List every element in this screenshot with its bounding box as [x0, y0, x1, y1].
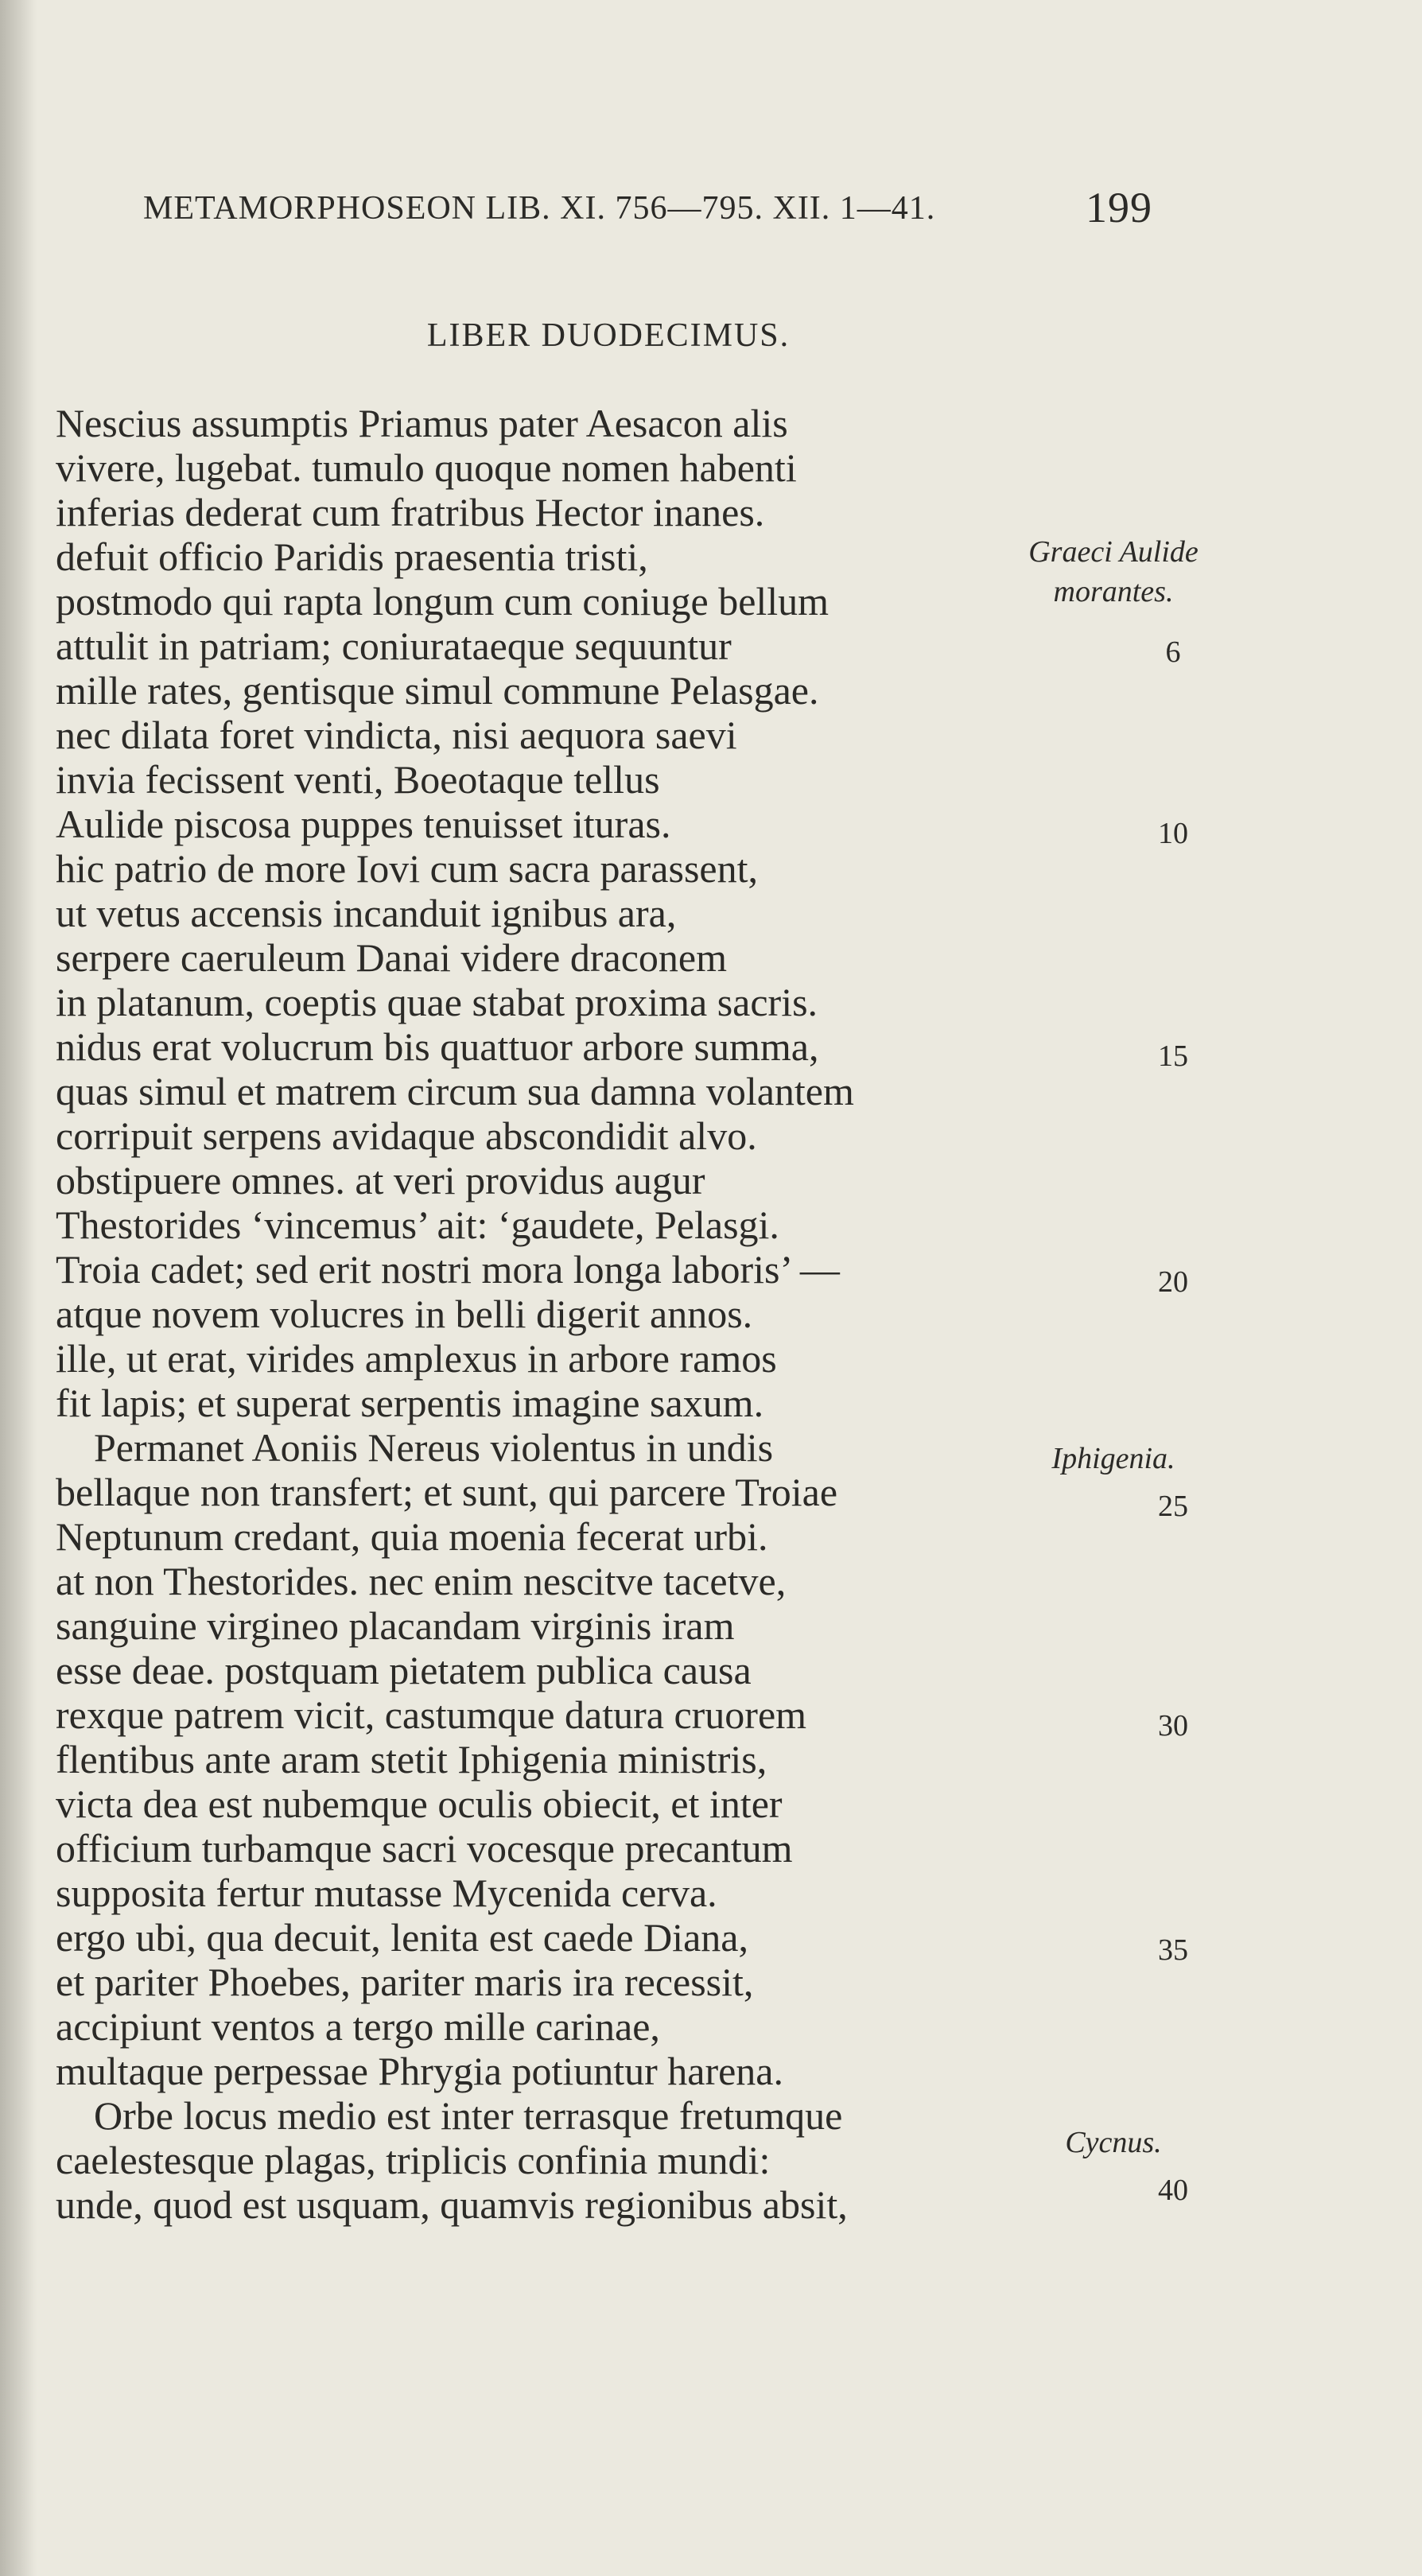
book-title: LIBER DUODECIMUS.	[426, 317, 791, 354]
page-number: 199	[1086, 184, 1152, 231]
line-number: 6	[1165, 635, 1181, 669]
verse-line: in platanum, coeptis quae stabat proxima sacris.	[56, 980, 818, 1024]
running-header	[143, 184, 1177, 245]
page-gutter-shadow	[0, 0, 37, 2576]
verse-line: esse deae. postquam pietatem publica causa	[56, 1648, 752, 1692]
line-number: 20	[1158, 1265, 1188, 1299]
verse-line: fit lapis; et superat serpentis imagine saxum.	[56, 1381, 764, 1425]
verse-line: Nescius assumptis Priamus pater Aesacon alis	[56, 401, 788, 445]
verse-line: rexque patrem vicit, castumque datura cruorem	[56, 1692, 807, 1737]
line-number: 10	[1158, 817, 1188, 850]
margin-note-graeci: Graeci Aulide	[1028, 535, 1199, 569]
verse-line: quas simul et matrem circum sua damna volantem	[56, 1069, 854, 1113]
verse-line: nec dilata foret vindicta, nisi aequora saevi	[56, 713, 737, 757]
verse-line: invia fecissent venti, Boeotaque tellus	[56, 757, 660, 802]
verse-line: multaque perpessae Phrygia potiuntur harena.	[56, 2049, 783, 2093]
verse-line: sanguine virgineo placandam virginis iram	[56, 1603, 735, 1648]
verse-line: attulit in patriam; coniurataeque sequuntur	[56, 624, 732, 668]
verse-line: Neptunum credant, quia moenia fecerat urbi.	[56, 1514, 768, 1559]
verse-line: ut vetus accensis incanduit ignibus ara,	[56, 891, 677, 935]
line-number: 25	[1158, 1490, 1188, 1523]
margin-note-iphigenia: Iphigenia.	[1051, 1442, 1175, 1475]
verse-line: Thestorides ‘vincemus’ ait: ‘gaudete, Pelasgi.	[56, 1203, 779, 1247]
verse-line: atque novem volucres in belli digerit annos.	[56, 1292, 753, 1336]
verse-line: inferias dederat cum fratribus Hector inanes.	[56, 490, 765, 534]
verse-line: victa dea est nubemque oculis obiecit, et inter	[56, 1781, 783, 1826]
verse-line: ergo ubi, qua decuit, lenita est caede Diana,	[56, 1915, 748, 1960]
verse-line: unde, quod est usquam, quamvis regionibus absit,	[56, 2182, 848, 2227]
verse-line: supposita fertur mutasse Mycenida cerva.	[56, 1871, 717, 1915]
verse-line: Troia cadet; sed erit nostri mora longa laboris’ —	[56, 1247, 840, 1292]
verse-line: vivere, lugebat. tumulo quoque nomen habenti	[56, 445, 797, 490]
margin-note-morantes: morantes.	[1053, 575, 1174, 608]
verse-line: defuit officio Paridis praesentia tristi,	[56, 534, 648, 579]
verse-line: nidus erat volucrum bis quattuor arbore summa,	[56, 1024, 819, 1069]
verse-line: officium turbamque sacri vocesque precantum	[56, 1826, 793, 1871]
margin-note-cycnus: Cycnus.	[1065, 2126, 1162, 2159]
verse-line: flentibus ante aram stetit Iphigenia ministris,	[56, 1737, 767, 1781]
verse-line: Orbe locus medio est inter terrasque fretumque	[94, 2093, 843, 2138]
verse-line: ille, ut erat, virides amplexus in arbore ramos	[56, 1336, 777, 1381]
verse-line: bellaque non transfert; et sunt, qui parcere Troiae	[56, 1470, 838, 1514]
verse-line: caelestesque plagas, triplicis confinia mundi:	[56, 2138, 771, 2182]
verse-line: Permanet Aoniis Nereus violentus in undis	[94, 1425, 774, 1470]
line-number: 15	[1158, 1039, 1188, 1073]
line-number: 30	[1158, 1709, 1188, 1743]
verse-line: obstipuere omnes. at veri providus augur	[56, 1158, 705, 1203]
verse-line: serpere caeruleum Danai videre draconem	[56, 935, 727, 980]
verse-line: hic patrio de more Iovi cum sacra parassent,	[56, 846, 758, 891]
verse-line: at non Thestorides. nec enim nescitve tacetve,	[56, 1559, 787, 1603]
verse-line: mille rates, gentisque simul commune Pelasgae.	[56, 668, 819, 713]
verse-line: et pariter Phoebes, pariter maris ira recessit,	[56, 1960, 754, 2004]
verse-line: corripuit serpens avidaque abscondidit alvo.	[56, 1113, 757, 1158]
running-title: METAMORPHOSEON LIB. XI. 756—795. XII. 1—41.	[143, 190, 936, 227]
line-number: 35	[1158, 1933, 1188, 1967]
verse-line: accipiunt ventos a tergo mille carinae,	[56, 2004, 660, 2049]
verse-line: Aulide piscosa puppes tenuisset ituras.	[56, 802, 671, 846]
verse-line: postmodo qui rapta longum cum coniuge bellum	[56, 579, 830, 624]
line-number: 40	[1158, 2174, 1188, 2207]
